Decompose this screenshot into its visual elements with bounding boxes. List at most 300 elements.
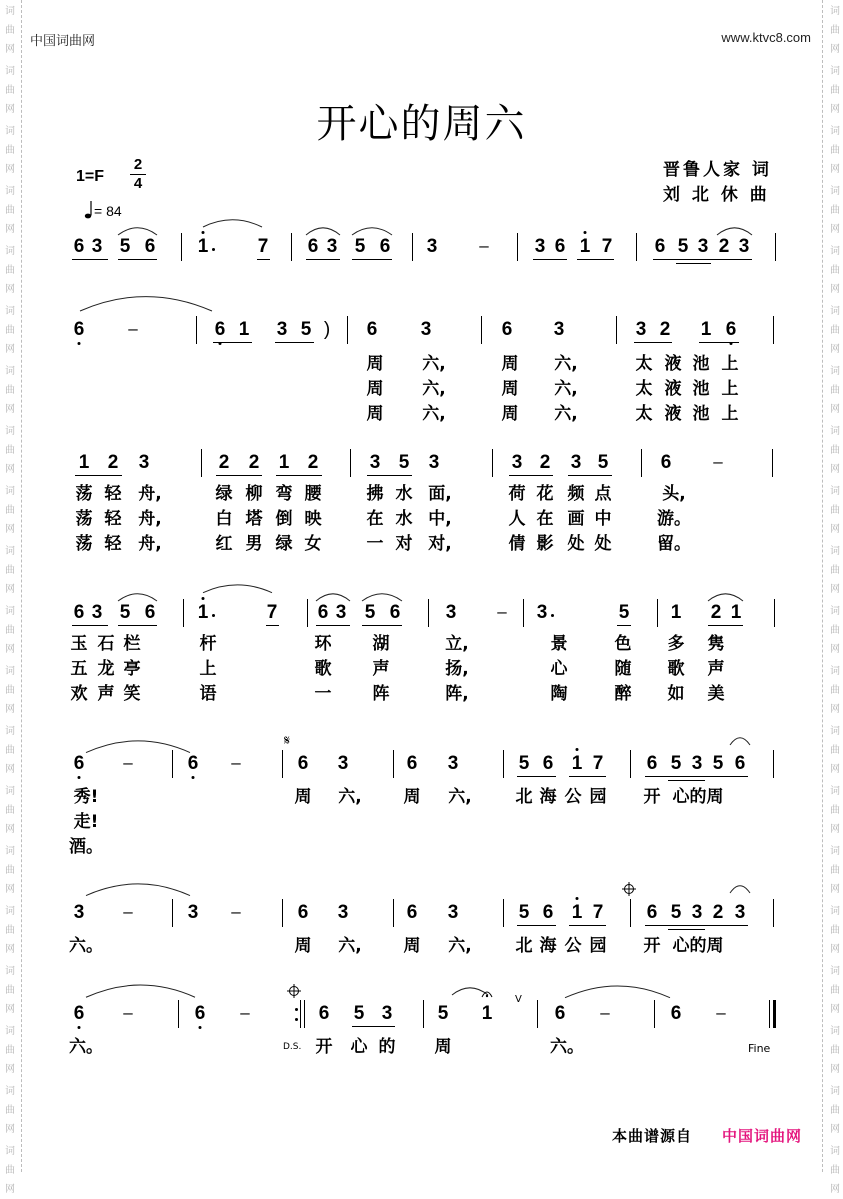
note: 6 [725, 319, 737, 340]
lyric-syllable: 人 [508, 509, 526, 529]
watermark-char: 词 [830, 486, 840, 497]
repeat-dot [295, 1008, 298, 1011]
watermark-char: 网 [5, 344, 15, 355]
note: 6 [542, 902, 554, 923]
lyric-syllable: 龙 [97, 659, 115, 679]
lyric-syllable: 倩 [508, 534, 526, 554]
lyric-syllable: 六, [422, 404, 446, 424]
note: 1 [197, 602, 209, 623]
lyric-syllable: 周 [501, 354, 519, 374]
lyric-syllable: 海 [539, 936, 557, 956]
lyric-syllable: 周 [294, 936, 312, 956]
beam-underline [367, 475, 412, 476]
low-octave-dot [78, 776, 81, 779]
lyric-syllable: 女 [304, 534, 322, 554]
beam-underline [645, 776, 748, 777]
watermark-char: 词 [5, 846, 15, 857]
lyric-syllable: 开 [315, 1037, 333, 1057]
watermark-char: 网 [830, 164, 840, 175]
note: 5 [364, 602, 376, 623]
note: 3 [553, 319, 565, 340]
lyric-syllable: 腰 [304, 484, 322, 504]
lyric-syllable: 六, [448, 936, 472, 956]
lyric-syllable: 面, [428, 484, 452, 504]
watermark-char: 词 [830, 906, 840, 917]
watermark-char: 词 [5, 246, 15, 257]
final-barline-thick [773, 1000, 776, 1028]
lyric-syllable: 醉 [614, 684, 632, 704]
note: 3 [337, 753, 349, 774]
watermark-char: 词 [830, 726, 840, 737]
lyric-syllable: 园 [589, 936, 607, 956]
barline [347, 316, 348, 344]
note: 2 [218, 452, 230, 473]
sustain-dash: – [231, 753, 241, 772]
watermark-char: 曲 [830, 445, 840, 456]
watermark-char: 词 [5, 126, 15, 137]
note: 6 [379, 236, 391, 257]
note: 6 [406, 902, 418, 923]
watermark-char: 词 [5, 786, 15, 797]
note: 5 [353, 1003, 365, 1024]
lyric-syllable: 歌 [314, 659, 332, 679]
watermark-char: 曲 [830, 205, 840, 216]
lyric-syllable: 色 [614, 634, 632, 654]
repeat-paren: ) [323, 319, 331, 340]
beam-underline [216, 475, 262, 476]
right-margin-watermark [820, 0, 843, 1195]
note: 5 [518, 753, 530, 774]
watermark-char: 网 [830, 284, 840, 295]
right-dashed-rule [822, 0, 823, 1172]
lyric-syllable: 欢 [70, 684, 88, 704]
note: 5 [518, 902, 530, 923]
lyric-syllable: 走! [73, 812, 99, 832]
note: 5 [712, 753, 724, 774]
lyric-syllable: 开 [643, 787, 661, 807]
watermark-char: 曲 [5, 1165, 15, 1176]
lyric-syllable: 周 [366, 404, 384, 424]
watermark-char: 曲 [5, 85, 15, 96]
beam-underline [517, 776, 556, 777]
watermark-char: 网 [830, 464, 840, 475]
slur-tie [201, 218, 264, 229]
watermark-char: 词 [5, 906, 15, 917]
watermark-char: 曲 [5, 1045, 15, 1056]
watermark-char: 词 [830, 186, 840, 197]
note: 3 [734, 902, 746, 923]
lyric-syllable: 液 [664, 404, 682, 424]
sustain-dash: – [128, 319, 138, 338]
lyric-syllable: 上 [721, 404, 739, 424]
lyric-syllable: 美 [707, 684, 725, 704]
lyric-syllable: 隽 [707, 634, 725, 654]
lyric-syllable: 随 [614, 659, 632, 679]
high-octave-dot [202, 597, 205, 600]
lyric-syllable: 水 [395, 509, 413, 529]
lyric-syllable: 六, [422, 354, 446, 374]
lyric-syllable: 太 [635, 354, 653, 374]
note: 6 [554, 236, 566, 257]
note: 5 [300, 319, 312, 340]
lyric-syllable: 周 [501, 404, 519, 424]
augmentation-dot [551, 614, 554, 617]
watermark-char: 网 [5, 644, 15, 655]
lyric-syllable: 多 [667, 634, 685, 654]
watermark-char: 曲 [830, 805, 840, 816]
lyric-syllable: 在 [536, 509, 554, 529]
watermark-char: 词 [830, 1146, 840, 1157]
barline [636, 233, 637, 261]
barline [773, 316, 774, 344]
slur-tie [84, 738, 192, 755]
barline [428, 599, 429, 627]
lyric-syllable: 五 [70, 659, 88, 679]
lyric-syllable: 液 [664, 354, 682, 374]
watermark-char: 曲 [5, 805, 15, 816]
note: 3 [536, 602, 548, 623]
lyric-syllable: 六, [338, 787, 362, 807]
note: 6 [660, 452, 672, 473]
watermark-char: 曲 [830, 745, 840, 756]
barline [774, 599, 775, 627]
watermark-char: 网 [5, 764, 15, 775]
watermark-char: 网 [830, 1004, 840, 1015]
barline [393, 750, 394, 778]
dal-segno-label: D.S. [283, 1042, 302, 1052]
watermark-char: 词 [830, 606, 840, 617]
augmentation-dot [212, 614, 215, 617]
note: 3 [691, 753, 703, 774]
lyric-syllable: 舟, [138, 509, 162, 529]
slur-tie [116, 592, 159, 603]
lyricist-credit: 晋鲁人家 词 [663, 160, 772, 180]
note: 1 [670, 602, 682, 623]
watermark-char: 网 [830, 824, 840, 835]
lyric-syllable: 塔 [245, 509, 263, 529]
watermark-char: 网 [5, 284, 15, 295]
lyric-syllable: 声 [97, 684, 115, 704]
watermark-char: 曲 [830, 505, 840, 516]
lyric-syllable: 上 [721, 354, 739, 374]
augmentation-dot [212, 248, 215, 251]
note: 6 [144, 236, 156, 257]
lyric-syllable: 舟, [138, 534, 162, 554]
lyric-syllable: 六。 [550, 1037, 584, 1057]
lyric-syllable: 扬, [445, 659, 469, 679]
watermark-char: 词 [830, 66, 840, 77]
lyric-syllable: 舟, [138, 484, 162, 504]
beam-underline [699, 342, 739, 343]
note: 6 [542, 753, 554, 774]
lyric-syllable: 公 [564, 787, 582, 807]
lyric-syllable: 声 [372, 659, 390, 679]
lyric-syllable: 的 [378, 1037, 396, 1057]
lyric-syllable: 拂 [366, 484, 384, 504]
beam-underline [276, 475, 322, 476]
beam-underline [708, 625, 743, 626]
note: 6 [366, 319, 378, 340]
slur-tie [84, 881, 192, 898]
lyric-syllable: 语 [199, 684, 217, 704]
note: 6 [646, 753, 658, 774]
watermark-char: 网 [5, 1064, 15, 1075]
note: 3 [91, 602, 103, 623]
lyric-syllable: 画 [567, 509, 585, 529]
lyric-syllable: 对 [395, 534, 413, 554]
composer-credit: 刘 北 休 曲 [663, 185, 770, 205]
note: 2 [539, 452, 551, 473]
lyric-syllable: 头, [662, 484, 686, 504]
watermark-char: 词 [830, 966, 840, 977]
sustain-dash: – [600, 1003, 610, 1022]
sustain-dash: – [231, 902, 241, 921]
lyric-syllable: 杆 [199, 634, 217, 654]
watermark-char: 曲 [830, 25, 840, 36]
lyric-syllable: 周 [366, 379, 384, 399]
breath-mark: V [515, 994, 522, 1005]
watermark-char: 词 [830, 246, 840, 257]
lyric-syllable: 园 [589, 787, 607, 807]
watermark-char: 曲 [5, 445, 15, 456]
lyric-syllable: 液 [664, 379, 682, 399]
source-name[interactable]: 中国词曲网 [722, 1127, 803, 1145]
beam-underline [75, 475, 122, 476]
lyric-syllable: 周 [403, 787, 421, 807]
watermark-char: 网 [830, 1064, 840, 1075]
quarter-note-icon [84, 200, 94, 220]
note: 3 [138, 452, 150, 473]
barline [775, 233, 776, 261]
lyric-syllable: 太 [635, 404, 653, 424]
watermark-char: 网 [5, 584, 15, 595]
slur-tie [350, 226, 394, 237]
watermark-char: 网 [5, 824, 15, 835]
watermark-char: 曲 [830, 865, 840, 876]
barline [481, 316, 482, 344]
watermark-char: 网 [5, 224, 15, 235]
sustain-dash: – [716, 1003, 726, 1022]
note: 6 [646, 902, 658, 923]
note: 3 [738, 236, 750, 257]
beam-underline [634, 342, 672, 343]
watermark-char: 曲 [830, 565, 840, 576]
note: 3 [691, 902, 703, 923]
watermark-char: 词 [5, 1146, 15, 1157]
note: 6 [144, 602, 156, 623]
lyric-syllable: 栏 [123, 634, 141, 654]
barline [201, 449, 202, 477]
lyric-syllable: 阵, [445, 684, 469, 704]
note: 2 [107, 452, 119, 473]
high-octave-dot [584, 231, 587, 234]
lyric-syllable: 荡 [75, 534, 93, 554]
lyric-syllable: 阵 [372, 684, 390, 704]
watermark-char: 词 [830, 306, 840, 317]
watermark-char: 曲 [830, 1165, 840, 1176]
barline [773, 899, 774, 927]
barline [350, 449, 351, 477]
note: 1 [197, 236, 209, 257]
watermark-char: 曲 [5, 925, 15, 936]
watermark-char: 网 [5, 104, 15, 115]
watermark-char: 曲 [830, 925, 840, 936]
note: 6 [654, 236, 666, 257]
sustain-dash: – [479, 236, 489, 255]
watermark-char: 词 [830, 426, 840, 437]
watermark-char: 曲 [5, 865, 15, 876]
lyric-syllable: 一 [314, 684, 332, 704]
note: 6 [297, 753, 309, 774]
beam-underline [653, 259, 752, 260]
watermark-char: 网 [830, 704, 840, 715]
high-octave-dot [202, 231, 205, 234]
lyric-syllable: 水 [395, 484, 413, 504]
watermark-char: 曲 [830, 625, 840, 636]
watermark-char: 曲 [5, 1105, 15, 1116]
barline [503, 899, 504, 927]
watermark-char: 网 [5, 1184, 15, 1195]
lyric-syllable: 六, [448, 787, 472, 807]
sustain-dash: – [123, 1003, 133, 1022]
lyric-syllable: 歌 [667, 659, 685, 679]
beam-underline [517, 925, 556, 926]
note: 1 [278, 452, 290, 473]
lyric-syllable: 心 [550, 659, 568, 679]
lyric-syllable: 留。 [657, 534, 691, 554]
lyric-syllable: 海 [539, 787, 557, 807]
barline [307, 599, 308, 627]
lyric-syllable: 弯 [275, 484, 293, 504]
lyric-syllable: 池 [692, 379, 710, 399]
watermark-char: 曲 [830, 985, 840, 996]
lyric-syllable: 轻 [104, 534, 122, 554]
lyric-syllable: 酒。 [69, 837, 103, 857]
song-title: 开心的周六 [316, 101, 527, 147]
lyric-syllable: 荷 [508, 484, 526, 504]
lyric-syllable: 秀! [73, 787, 99, 807]
low-octave-dot [78, 342, 81, 345]
watermark-char: 曲 [5, 385, 15, 396]
lyric-syllable: 心的周 [672, 936, 724, 956]
lyric-syllable: 亭 [123, 659, 141, 679]
coda-icon [287, 984, 301, 998]
note: 6 [318, 1003, 330, 1024]
note: 2 [718, 236, 730, 257]
beam-underline [569, 776, 606, 777]
note: 3 [534, 236, 546, 257]
note: 6 [670, 1003, 682, 1024]
note: 3 [369, 452, 381, 473]
note: 2 [712, 902, 724, 923]
note: 5 [677, 236, 689, 257]
lyric-syllable: 花 [536, 484, 554, 504]
left-margin-watermark [0, 0, 24, 1195]
note: 1 [571, 753, 583, 774]
note: 3 [445, 602, 457, 623]
lyric-syllable: 环 [314, 634, 332, 654]
segno-icon: 𝄋 [284, 733, 291, 749]
watermark-char: 网 [830, 764, 840, 775]
slur-tie [314, 592, 352, 603]
note: 1 [700, 319, 712, 340]
note: 6 [389, 602, 401, 623]
slur-tie [706, 592, 745, 603]
lyric-syllable: 柳 [245, 484, 263, 504]
watermark-char: 曲 [5, 505, 15, 516]
watermark-char: 词 [830, 366, 840, 377]
note: 3 [697, 236, 709, 257]
note: 3 [428, 452, 440, 473]
barline [773, 750, 774, 778]
lyric-syllable: 周 [294, 787, 312, 807]
barline [641, 449, 642, 477]
lyric-syllable: 开 [643, 936, 661, 956]
barline [523, 599, 524, 627]
lyric-syllable: 周 [366, 354, 384, 374]
barline [517, 233, 518, 261]
tempo-marking [84, 200, 122, 220]
lyric-syllable: 六。 [69, 936, 103, 956]
slur-tie [304, 226, 342, 237]
watermark-char: 网 [830, 524, 840, 535]
watermark-char: 词 [5, 666, 15, 677]
watermark-char: 网 [830, 44, 840, 55]
watermark-char: 词 [5, 1086, 15, 1097]
note: 1 [571, 902, 583, 923]
note: 1 [78, 452, 90, 473]
beam-underline [676, 263, 711, 264]
lyric-syllable: 游。 [657, 509, 691, 529]
note: 1 [579, 236, 591, 257]
watermark-char: 曲 [830, 1105, 840, 1116]
beam-underline [316, 625, 350, 626]
sustain-dash: – [240, 1003, 250, 1022]
watermark-char: 曲 [830, 145, 840, 156]
lyric-syllable: 陶 [550, 684, 568, 704]
note: 5 [398, 452, 410, 473]
slur-tie [563, 983, 672, 1000]
barline [503, 750, 504, 778]
time-signature [130, 158, 146, 191]
watermark-char: 词 [5, 546, 15, 557]
lyric-syllable: 红 [215, 534, 233, 554]
beam-underline [577, 259, 614, 260]
slur-tie [715, 226, 754, 237]
watermark-char: 曲 [5, 745, 15, 756]
note: 3 [335, 602, 347, 623]
barline [537, 1000, 538, 1028]
lyric-syllable: 六, [422, 379, 446, 399]
note: 5 [354, 236, 366, 257]
site-url[interactable]: www.ktvc8.com [721, 30, 811, 45]
lyric-syllable: 荡 [75, 484, 93, 504]
sustain-dash: – [497, 602, 507, 621]
barline [654, 1000, 655, 1028]
note: 5 [437, 1003, 449, 1024]
lyric-syllable: 周 [403, 936, 421, 956]
beam-underline [118, 625, 157, 626]
lyric-syllable: 北 [515, 787, 533, 807]
note: 6 [73, 319, 85, 340]
beam-underline [617, 625, 631, 626]
lyric-syllable: 景 [550, 634, 568, 654]
watermark-char: 词 [5, 186, 15, 197]
lyric-syllable: 影 [536, 534, 554, 554]
lyric-syllable: 太 [635, 379, 653, 399]
lyric-syllable: 绿 [215, 484, 233, 504]
watermark-char: 曲 [5, 325, 15, 336]
